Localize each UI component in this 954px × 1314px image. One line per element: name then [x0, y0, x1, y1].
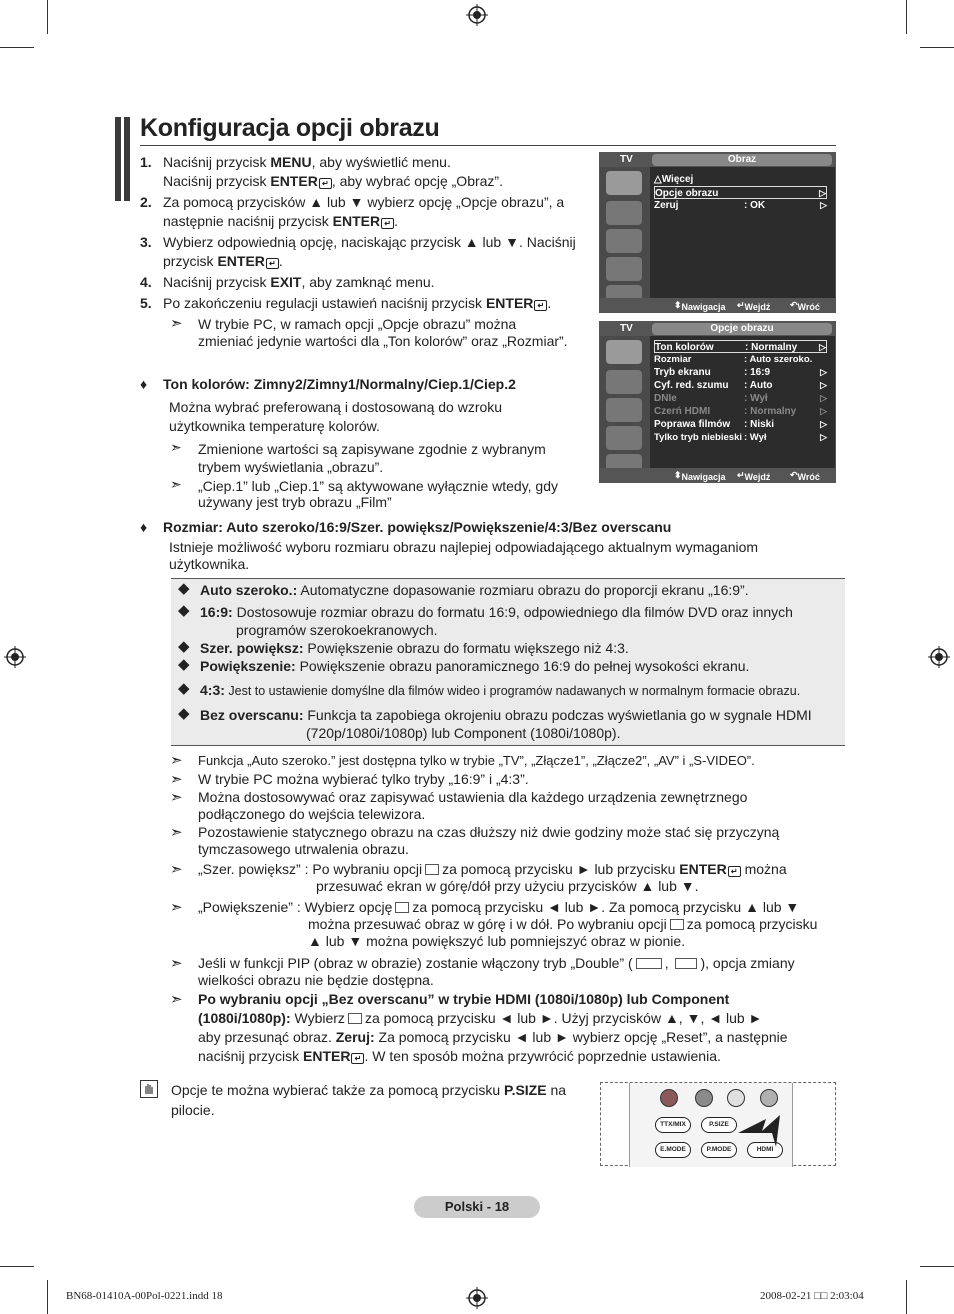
- tv-menu-picture: TV Obraz △Więcej Opcje obrazu ▷ Zeruj : OK ▷ ⬍ Nawigacja ↵ Wejdź ↶ Wróć: [599, 152, 836, 313]
- back-hint: ↶ Wróć: [790, 470, 820, 482]
- enter-icon: ↵: [381, 218, 394, 229]
- hdmi-button: HDMI: [747, 1142, 783, 1158]
- ton-body: Można wybrać preferowaną i dostosowaną do wzroku użytkownika temperaturę kolorów.: [169, 399, 503, 434]
- registration-mark-icon: [466, 1287, 488, 1309]
- size-item-wide-zoom: ◆ Szer. powiększ: Powiększenie obrazu do formatu większego niż 4:3.: [178, 638, 629, 656]
- menu-row[interactable]: Cyf. red. szumu : Auto ▷: [654, 380, 827, 391]
- note-pc: ➣ W trybie PC, w ramach opcji „Opcje obrazu” można zmieniać jedynie wartości dla „Ton kolorów” oraz „Rozmiar”.: [170, 315, 568, 349]
- hand-note-icon: [140, 1080, 158, 1098]
- title-bar-decoration: [124, 117, 130, 201]
- menu-row-selected[interactable]: Ton kolorów : Normalny ▷: [655, 342, 826, 353]
- nav-hint: ⬍ Nawigacja: [674, 300, 726, 312]
- option-icon: [670, 919, 684, 930]
- enter-icon: ↵: [319, 178, 332, 189]
- diamond-bullet-icon: ◆: [178, 602, 190, 619]
- menu-row[interactable]: Poprawa filmów : Niski ▷: [654, 419, 827, 430]
- enter-icon: ↵: [266, 258, 279, 269]
- title-divider: [140, 145, 836, 146]
- ttx-mix-button: TTX/MIX: [655, 1117, 691, 1133]
- rozmiar-body: Istnieje możliwość wyboru rozmiaru obrazu najlepiej odpowiadającego aktualnym wymaganiom użytkownika.: [169, 539, 759, 572]
- rozmiar-heading: Rozmiar: Auto szeroko/16:9/Szer. powiększ/Powiększenie/4:3/Bez overscanu: [163, 519, 672, 535]
- note-no-overscan: ➣ Po wybraniu opcji „Bez overscanu” w trybie HDMI (1080i/1080p) lub Component (1080i/1080p): Wybierz za pomocą przycisku ◄ lub ►. Użyj przycisków ▲, ▼, ◄ lub ► aby przesunąć obraz. Zeruj: Za pomocą przycisku ◄ lub ► wybierz opcję „Reset”, a następnie naciśnij przycisk ENTER ↵ . W ten sposób można przywrócić poprzednie ustawienia.: [170, 991, 788, 1064]
- size-item-169: ◆ 16:9: Dostosowuje rozmiar obrazu do formatu 16:9, odpowiedniego dla filmów DVD oraz innych programów szerokoekranowych.: [178, 602, 793, 638]
- psize-note: Opcje te można wybierać także za pomocą przycisku P.SIZE na pilocie.: [171, 1082, 567, 1118]
- double-mode-icon: [675, 958, 697, 969]
- size-item-zoom: ◆ Powiększenie: Powiększenie obrazu panoramicznego 16:9 do pełnej wysokości ekranu.: [178, 656, 750, 674]
- size-item-43: ◆ 4:3: Jest to ustawienie domyślne dla filmów wideo i programów nadawanych w normalnym formacie obrazu.: [178, 680, 801, 698]
- sound-menu-icon: [606, 370, 642, 394]
- note-arrow-icon: ➣: [170, 991, 183, 1008]
- enter-icon: ↵: [351, 1053, 364, 1064]
- note-arrow-icon: ➣: [170, 899, 183, 916]
- note-arrow-icon: ➣: [170, 955, 183, 972]
- diamond-bullet-icon: ◆: [178, 638, 190, 655]
- print-info-left: BN68-01410A-00Pol-0221.indd 18: [66, 1290, 223, 1302]
- setup-menu-icon: [606, 426, 642, 450]
- pmode-button: P.MODE: [701, 1142, 737, 1158]
- page-title: Konfiguracja opcji obrazu: [140, 114, 440, 142]
- step-2: 2. Za pomocą przycisków ▲ lub ▼ wybierz opcję „Opcje obrazu”, a następnie naciśnij przycisk ENTER ↵ .: [140, 194, 565, 229]
- double-mode-icon: [636, 958, 662, 969]
- psize-button: P.SIZE: [701, 1117, 737, 1133]
- section-bullet-icon: ♦: [140, 519, 148, 535]
- step-3: 3. Wybierz odpowiednią opcję, naciskając przycisk ▲ lub ▼. Naciśnij przycisk ENTER ↵ .: [140, 234, 576, 269]
- ton-note-2: ➣ „Ciep.1” lub „Ciep.1” są aktywowane wyłącznie wtedy, gdy używany jest tryb obrazu „Film”: [170, 476, 559, 510]
- note-arrow-icon: ➣: [170, 861, 183, 878]
- note-arrow-icon: ➣: [170, 439, 182, 455]
- note-wide-zoom: ➣ „Szer. powiększ” : Po wybraniu opcji za pomocą przycisku ► lub przycisku ENTER ↵ można przesuwać ekran w górę/dół przy użyciu przycisków ▲ lub ▼.: [170, 861, 787, 894]
- note-arrow-icon: ➣: [170, 315, 183, 332]
- step-4: 4. Naciśnij przycisk EXIT, aby zamknąć menu.: [140, 274, 435, 290]
- registration-mark-icon: [466, 4, 488, 26]
- nav-hint: ⬍ Nawigacja: [674, 470, 726, 482]
- menu-row[interactable]: Rozmiar : Auto szeroko.: [654, 354, 813, 365]
- print-info-right: 2008-02-21 □□ 2:03:04: [760, 1290, 864, 1302]
- enter-icon: ↵: [728, 866, 741, 877]
- note-arrow-icon: ➣: [170, 476, 182, 492]
- sound-menu-icon: [606, 201, 642, 225]
- menu-row[interactable]: Tryb ekranu : 16:9 ▷: [654, 367, 827, 378]
- ton-note-1: ➣ Zmienione wartości są zapisywane zgodnie z wybranym trybem wyświetlania „obrazu”.: [170, 439, 546, 475]
- menu-row: DNIe : Wył ▷: [654, 393, 827, 404]
- menu-row: △Więcej: [654, 174, 694, 185]
- channel-menu-icon: [606, 229, 642, 253]
- section-bullet-icon: ♦: [140, 376, 148, 392]
- title-bar-decoration: [115, 117, 121, 201]
- diamond-bullet-icon: ◆: [178, 680, 190, 697]
- note-pip: ➣ Jeśli w funkcji PIP (obraz w obrazie) zostanie włączony tryb „Double” ( , ), opcja zmiany wielkości obrazu nie będzie dostępna.: [170, 955, 795, 988]
- note-arrow-icon: ➣: [170, 752, 183, 769]
- blue-button: [760, 1089, 778, 1107]
- remote-illustration: [600, 1082, 836, 1166]
- note-auto-wide: ➣ Funkcja „Auto szeroko.” jest dostępna tylko w trybie „TV”, „Złącze1”, „Złącze2”, „AV” i „S-VIDEO”.: [170, 752, 755, 769]
- red-button: [660, 1089, 678, 1107]
- registration-mark-icon: [928, 646, 950, 668]
- note-arrow-icon: ➣: [170, 824, 183, 841]
- tv-menu-picture-options: TV Opcje obrazu Ton kolorów : Normalny ▷ Rozmiar : Auto szeroko. Tryb ekranu : 16:9 ▷ Cyf. red. szumu : Auto ▷ DNIe : Wył ▷ Czerń HDMI : Normalny ▷ Poprawa filmów : Niski ▷ Tylko tryb niebieski : Wył ▷ ⬍ Nawigacja ↵ Wejdź ↶ Wróć: [599, 321, 836, 483]
- note-pc-modes: ➣ W trybie PC można wybierać tylko tryby „16:9” i „4:3”.: [170, 771, 529, 788]
- picture-menu-icon: [606, 171, 642, 195]
- diamond-bullet-icon: ◆: [178, 580, 190, 597]
- channel-menu-icon: [606, 398, 642, 422]
- note-zoom: ➣ „Powiększenie” : Wybierz opcję za pomocą przycisku ◄ lub ►. Za pomocą przycisku ▲ lub ▼ można przesuwać obraz w górę i w dół. Po wybraniu opcji za pomocą przycisku ▲ lub ▼ można powiększyć lub pomniejszyć obraz w pionie.: [170, 899, 818, 949]
- enter-hint: ↵ Wejdź: [737, 300, 771, 312]
- registration-mark-icon: [4, 646, 26, 668]
- back-hint: ↶ Wróć: [790, 300, 820, 312]
- emode-button: E.MODE: [655, 1142, 691, 1158]
- size-item-no-overscan: ◆ Bez overscanu: Funkcja ta zapobiega okrojeniu obrazu podczas wyświetlania go w sygnale HDMI (720p/1080i/1080p) lub Component (1080i/1080p).: [178, 705, 812, 741]
- option-icon: [425, 864, 439, 875]
- note-static-image: ➣ Pozostawienie statycznego obrazu na czas dłuższy niż dwie godziny może stać się przyczyną tymczasowego utrwalenia obrazu.: [170, 824, 780, 857]
- picture-menu-icon: [606, 340, 642, 364]
- diamond-bullet-icon: ◆: [178, 705, 190, 722]
- menu-row[interactable]: Tylko tryb niebieski : Wył ▷: [654, 432, 827, 443]
- enter-icon: ↵: [534, 300, 547, 311]
- enter-hint: ↵ Wejdź: [737, 470, 771, 482]
- diamond-bullet-icon: ◆: [178, 656, 190, 673]
- option-icon: [395, 902, 409, 913]
- note-external: ➣ Można dostosowywać oraz zapisywać ustawienia dla każdego urządzenia zewnętrznego podłączonego do wejścia telewizora.: [170, 789, 748, 822]
- menu-row-selected[interactable]: Opcje obrazu ▷: [655, 188, 826, 199]
- menu-row: Czerń HDMI : Normalny ▷: [654, 406, 827, 417]
- step-1: 1. Naciśnij przycisk MENU, aby wyświetlić menu. Naciśnij przycisk ENTER ↵ , aby wybrać opcję „Obraz”.: [140, 154, 503, 189]
- size-item-auto: ◆ Auto szeroko.: Automatyczne dopasowanie rozmiaru obrazu do proporcji ekranu „16:9”.: [178, 580, 749, 598]
- ton-heading: Ton kolorów: Zimny2/Zimny1/Normalny/Ciep.1/Ciep.2: [163, 376, 516, 392]
- green-button: [695, 1089, 713, 1107]
- note-arrow-icon: ➣: [170, 789, 183, 806]
- yellow-button: [727, 1089, 745, 1107]
- option-icon: [348, 1013, 362, 1024]
- note-arrow-icon: ➣: [170, 771, 183, 788]
- menu-row[interactable]: Zeruj : OK ▷: [654, 200, 827, 211]
- step-5: 5. Po zakończeniu regulacji ustawień naciśnij przycisk ENTER ↵ .: [140, 295, 552, 311]
- setup-menu-icon: [606, 257, 642, 281]
- pointer-arrow-icon: [736, 1111, 786, 1151]
- steps-list: [140, 153, 590, 350]
- page-number: Polski - 18: [414, 1196, 540, 1218]
